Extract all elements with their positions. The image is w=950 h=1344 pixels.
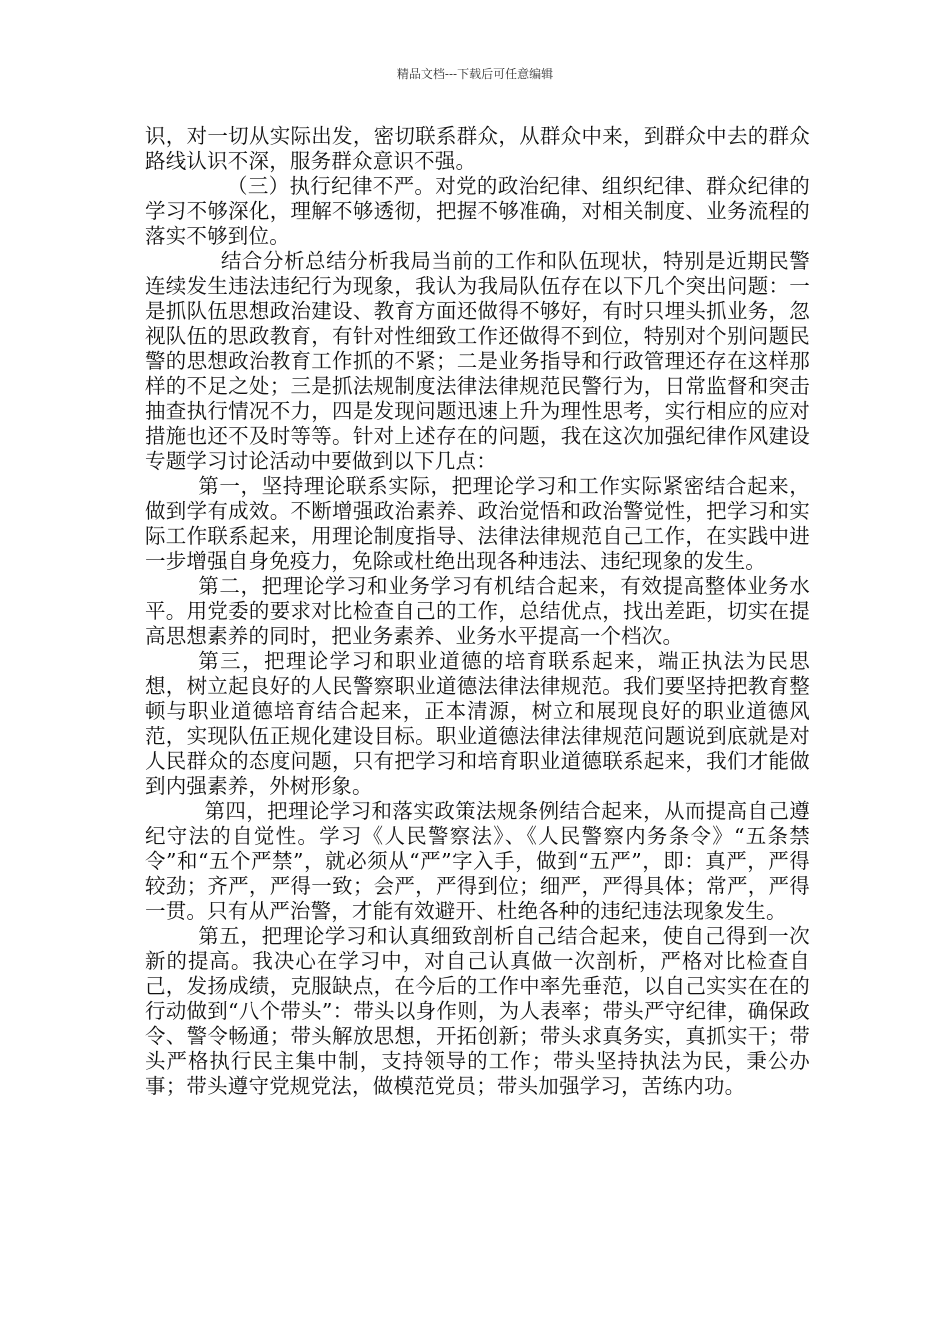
paragraph-fifth: 第五，把理论学习和认真细致剖析自己结合起来，使自己得到一次新的提高。我决心在学习中，对自己认真做一次剖析，严格对比检查自己，发扬成绩，克服缺点，在今后的工作中率先垂范，以自己实实在在的行动做到“八个带头”：带头以身作则，为人表率；带头严守纪律，确保政令、警令畅通；带头解放思想，开拓创新；带头求真务实，真抓实干；带头严格执行民主集中制，支持领导的工作；带头坚持执法为民，秉公办事；带头遵守党规党法，做模范党员；带头加强学习，苦练内功。 <box>145 924 810 1098</box>
paragraph-continuation: 识，对一切从实际出发，密切联系群众，从群众中来，到群众中去的群众路线认识不深，服务群众意识不强。 <box>145 124 810 173</box>
paragraph-second: 第二，把理论学习和业务学习有机结合起来，有效提高整体业务水平。用党委的要求对比检查自己的工作，总结优点，找出差距，切实在提高思想素养的同时，把业务素养、业务水平提高一个档次。 <box>145 574 810 648</box>
paragraph-first: 第一，坚持理论联系实际，把理论学习和工作实际紧密结合起来，做到学有成效。不断增强政治素养、政治觉悟和政治警觉性，把学习和实际工作联系起来，用理论制度指导、法律法律规范自己工作，在实践中进一步增强自身免疫力，免除或杜绝出现各种违法、违纪现象的发生。 <box>145 474 810 573</box>
paragraph-fourth: 第四，把理论学习和落实政策法规条例结合起来，从而提高自己遵纪守法的自觉性。学习《人民警察法》、《人民警察内务条令》“五条禁令”和“五个严禁”，就必须从“严”字入手，做到“五严”，即：真严，严得较劲；齐严，严得一致；会严，严得到位；细严，严得具体；常严，严得一贯。只有从严治警，才能有效避开、杜绝各种的违纪违法现象发生。 <box>145 799 810 923</box>
paragraph-third: 第三，把理论学习和职业道德的培育联系起来，端正执法为民思想，树立起良好的人民警察职业道德法律法律规范。我们要坚持把教育整顿与职业道德培育结合起来，正本清源，树立和展现良好的职业道德风范，实现队伍正规化建设目标。职业道德法律法律规范问题说到底就是对人民群众的态度问题，只有把学习和培育职业道德联系起来，我们才能做到内强素养，外树形象。 <box>145 649 810 798</box>
paragraph-analysis: 结合分析总结分析我局当前的工作和队伍现状，特别是近期民警连续发生违法违纪行为现象，我认为我局队伍存在以下几个突出问题：一是抓队伍思想政治建设、教育方面还做得不够好，有时只埋头抓业务，忽视队伍的思政教育，有针对性细致工作还做得不到位，特别对个别问题民警的思想政治教育工作抓的不紧；二是业务指导和行政管理还存在这样那样的不足之处；三是抓法规制度法律法律规范民警行为，日常监督和突击抽查执行情况不力，四是发现问题迅速上升为理性思考，实行相应的应对措施也还不及时等等。针对上述存在的问题，我在这次加强纪律作风建设专题学习讨论活动中要做到以下几点： <box>145 249 810 473</box>
paragraph-discipline: （三）执行纪律不严。对党的政治纪律、组织纪律、群众纪律的学习不够深化，理解不够透彻，把握不够准确，对相关制度、业务流程的落实不够到位。 <box>145 174 810 248</box>
document-body <box>145 124 810 1099</box>
page-header: 精品文档---下载后可任意编辑 <box>396 67 554 81</box>
